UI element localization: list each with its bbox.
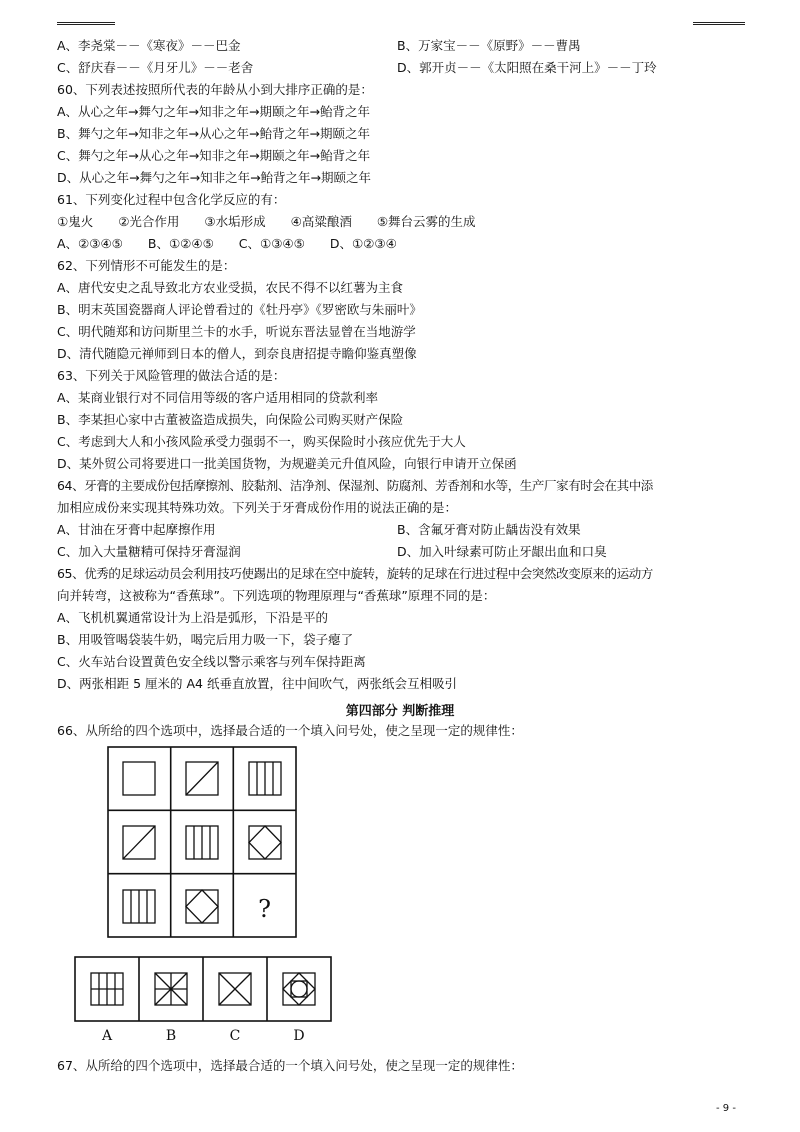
q62-option-d: D、清代随隐元禅师到日本的僧人，到奈良唐招提寺瞻仰鉴真塑像	[57, 346, 417, 361]
header-rule-left	[57, 22, 115, 25]
option-label-c: C	[229, 1028, 241, 1044]
q66-matrix-figure	[107, 746, 297, 938]
header-rule-right	[693, 22, 745, 25]
q59-option-d: D、郭开贞－－《太阳照在桑干河上》－－丁玲	[397, 60, 657, 75]
q64-stem-line1: 64、牙膏的主要成份包括摩擦剂、胶黏剂、洁净剂、保湿剂、防腐剂、芳香剂和水等，生产厂家有时会在其中添	[57, 478, 653, 493]
q62-option-c: C、明代随郑和访问斯里兰卡的水手，听说东晋法显曾在当地游学	[57, 324, 416, 339]
option-d-nested-shape	[283, 973, 315, 1005]
q65-option-b: B、用吸管喝袋装牛奶，喝完后用力吸一下，袋子瘪了	[57, 632, 354, 647]
q66-options-figure	[74, 956, 334, 1046]
q63-option-d: D、某外贸公司将要进口一批美国货物，为规避美元升值风险，向银行申请开立保函	[57, 456, 517, 471]
matrix-cell-1-1-square-shape	[123, 762, 155, 795]
q63-option-c: C、考虑到大人和小孩风险承受力强弱不一，购买保险时小孩应优先于大人	[57, 434, 466, 449]
q62-stem: 62、下列情形不可能发生的是：	[57, 258, 236, 273]
matrix-cell-2-3-inscribed-diamond-shape	[249, 826, 281, 859]
q64-option-c: C、加入大量糖精可保持牙膏湿润	[57, 544, 241, 559]
option-label-d: D	[293, 1028, 305, 1044]
q63-option-b: B、李某担心家中古董被盗造成损失，向保险公司购买财产保险	[57, 412, 404, 427]
q62-option-b: B、明末英国瓷器商人评论曾看过的《牡丹亭》《罗密欧与朱丽叶》	[57, 302, 422, 317]
q61-items: ①鬼火 ②光合作用 ③水垢形成 ④高粱酿酒 ⑤舞台云雾的生成	[57, 214, 476, 229]
q65-option-c: C、火车站台设置黄色安全线以警示乘客与列车保持距离	[57, 654, 366, 669]
matrix-cell-1-2-diagonal-shape	[186, 762, 218, 795]
q61-options: A、②③④⑤ B、①②④⑤ C、①③④⑤ D、①②③④	[57, 236, 397, 251]
q59-option-c: C、舒庆春－－《月牙儿》－－老舍	[57, 60, 254, 75]
matrix-question-mark: ?	[258, 895, 271, 923]
q60-option-b: B、舞勺之年→知非之年→从心之年→鲐背之年→期颐之年	[57, 126, 370, 141]
q61-stem: 61、下列变化过程中包含化学反应的有：	[57, 192, 286, 207]
q64-stem-line2: 加相应成份来实现其特殊功效。下列关于牙膏成份作用的说法正确的是：	[57, 500, 458, 515]
q59-option-a: A、李尧棠－－《寒夜》－－巴金	[57, 38, 241, 53]
q60-option-a: A、从心之年→舞勺之年→知非之年→期颐之年→鲐背之年	[57, 104, 370, 119]
q65-stem-line1: 65、优秀的足球运动员会利用技巧使踢出的足球在空中旋转，旋转的足球在行进过程中会突然改变原来的运动方	[57, 566, 653, 581]
q60-option-c: C、舞勺之年→从心之年→知非之年→期颐之年→鲐背之年	[57, 148, 371, 163]
q63-stem: 63、下列关于风险管理的做法合适的是：	[57, 368, 286, 383]
matrix-cell-1-3-striped-shape	[249, 762, 281, 795]
option-a-grid-shape	[91, 973, 123, 1005]
q62-option-a: A、唐代安史之乱导致北方农业受损，农民不得不以红薯为主食	[57, 280, 404, 295]
matrix-cell-2-2-striped-shape	[186, 826, 218, 859]
q65-option-a: A、飞机机翼通常设计为上沿是弧形，下沿是平的	[57, 610, 329, 625]
q63-option-a: A、某商业银行对不同信用等级的客户适用相同的贷款利率	[57, 390, 379, 405]
q66-stem: 66、从所给的四个选项中，选择最合适的一个填入问号处，使之呈现一定的规律性：	[57, 723, 523, 738]
q65-option-d: D、两张相距 5 厘米的 A4 纸垂直放置，往中间吹气，两张纸会互相吸引	[57, 676, 457, 691]
q67-stem: 67、从所给的四个选项中，选择最合适的一个填入问号处，使之呈现一定的规律性：	[57, 1058, 523, 1073]
q60-stem: 60、下列表述按照所代表的年龄从小到大排序正确的是：	[57, 82, 373, 97]
page-number: - 9 -	[716, 1103, 736, 1114]
section-title: 第四部分 判断推理	[345, 704, 455, 719]
q59-option-b: B、万家宝－－《原野》－－曹禺	[397, 38, 581, 53]
matrix-cell-3-2-inscribed-diamond-shape	[186, 890, 218, 923]
option-label-b: B	[165, 1028, 177, 1044]
matrix-cell-2-1-diagonal-shape	[123, 826, 155, 859]
q64-option-b: B、含氟牙膏对防止龋齿没有效果	[397, 522, 581, 537]
option-label-a: A	[101, 1028, 113, 1044]
option-c-cross-shape	[219, 973, 251, 1005]
q64-option-d: D、加入叶绿素可防止牙龈出血和口臭	[397, 544, 607, 559]
q65-stem-line2: 向并转弯，这被称为“香蕉球”。下列选项的物理原理与“香蕉球”原理不同的是：	[57, 588, 496, 603]
matrix-cell-3-1-striped-shape	[123, 890, 155, 923]
q64-option-a: A、甘油在牙膏中起摩擦作用	[57, 522, 216, 537]
q60-option-d: D、从心之年→舞勺之年→知非之年→鲐背之年→期颐之年	[57, 170, 372, 185]
option-b-star-shape	[155, 973, 187, 1005]
